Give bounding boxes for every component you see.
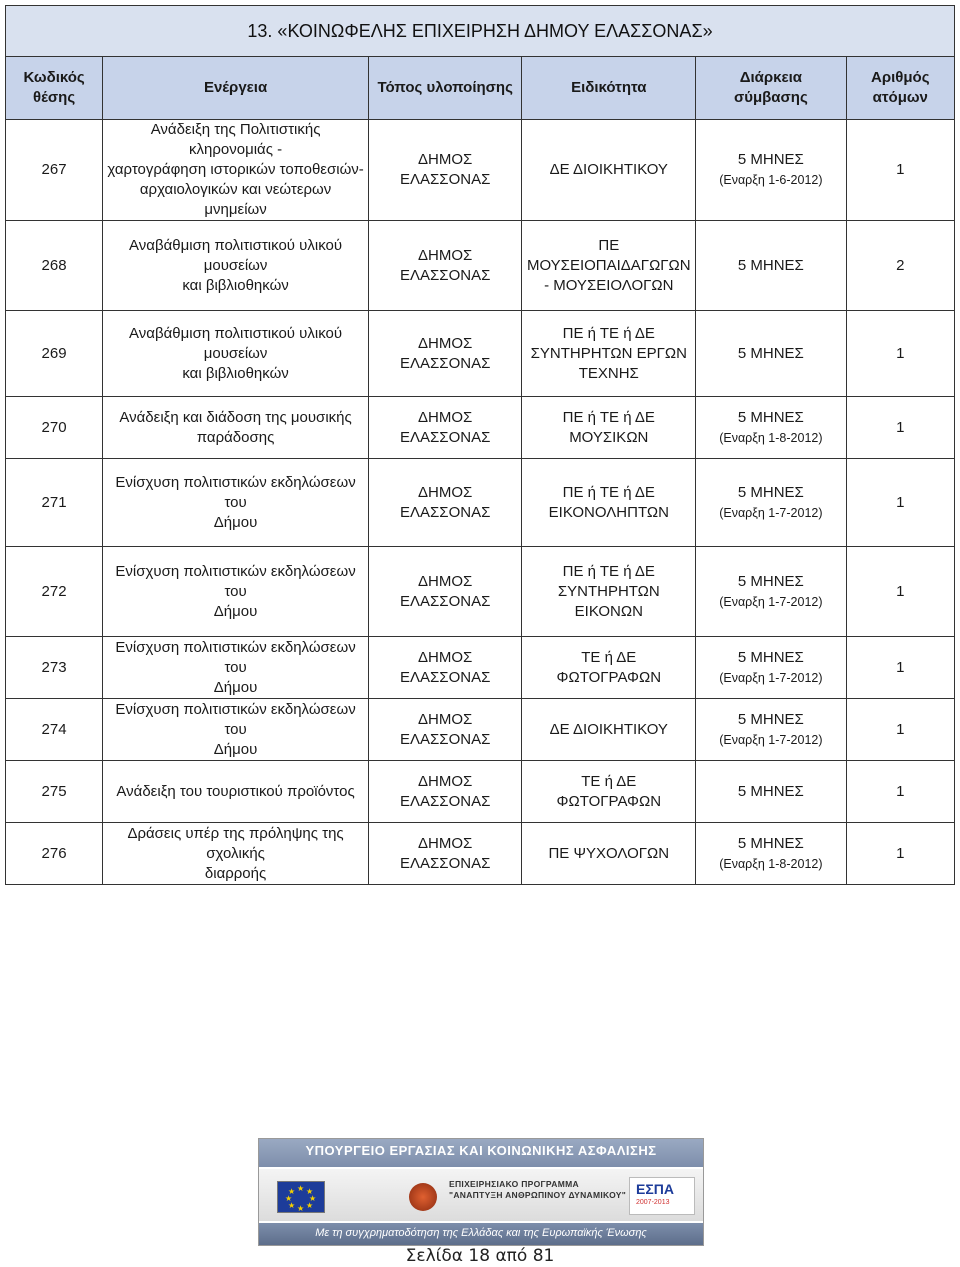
cell-place: ΔΗΜΟΣ ΕΛΑΣΣΟΝΑΣ (369, 761, 522, 823)
section-title: 13. «ΚΟΙΝΩΦΕΛΗΣ ΕΠΙΧΕΙΡΗΣΗ ΔΗΜΟΥ ΕΛΑΣΣΟΝΑΣ» (6, 6, 955, 57)
cell-specialty: ΠΕ ή ΤΕ ή ΔΕ ΕΙΚΟΝΟΛΗΠΤΩΝ (522, 459, 696, 547)
cell-count: 1 (846, 823, 954, 885)
table-row (6, 699, 955, 761)
cell-count: 1 (846, 547, 954, 637)
header-count: Αριθμός ατόμων (846, 57, 954, 120)
cell-place: ΔΗΜΟΣ ΕΛΑΣΣΟΝΑΣ (369, 459, 522, 547)
header-action: Ενέργεια (103, 57, 369, 120)
cell-specialty: ΤΕ ή ΔΕ ΦΩΤΟΓΡΑΦΩΝ (522, 637, 696, 699)
cell-action: Αναβάθμιση πολιτιστικού υλικού μουσείων και βιβλιοθηκών (103, 221, 369, 311)
header-code: Κωδικός θέσης (6, 57, 103, 120)
cell-place: ΔΗΜΟΣ ΕΛΑΣΣΟΝΑΣ (369, 120, 522, 221)
cell-code: 268 (6, 221, 103, 311)
banner-title: ΥΠΟΥΡΓΕΙΟ ΕΡΓΑΣΙΑΣ ΚΑΙ ΚΟΙΝΩΝΙΚΗΣ ΑΣΦΑΛΙΣΗΣ (305, 1143, 657, 1158)
cell-count: 1 (846, 311, 954, 397)
table-row (6, 823, 955, 885)
banner-header (259, 1139, 703, 1167)
cell-count: 1 (846, 397, 954, 459)
table-row (6, 761, 955, 823)
table-row (6, 547, 955, 637)
cell-action: Ανάδειξη του τουριστικού προϊόντος (103, 761, 369, 823)
cell-specialty: ΠΕ ή ΤΕ ή ΔΕ ΣΥΝΤΗΡΗΤΩΝ ΕΙΚΟΝΩΝ (522, 547, 696, 637)
cell-place: ΔΗΜΟΣ ΕΛΑΣΣΟΝΑΣ (369, 311, 522, 397)
cell-action: Αναβάθμιση πολιτιστικού υλικού μουσείων και βιβλιοθηκών (103, 311, 369, 397)
program-logo-icon (409, 1183, 437, 1211)
cell-specialty: ΔΕ ΔΙΟΙΚΗΤΙΚΟΥ (522, 120, 696, 221)
cell-code: 275 (6, 761, 103, 823)
table-row (6, 311, 955, 397)
cell-duration: 5 ΜΗΝΕΣ (Εναρξη 1-6-2012) (696, 120, 846, 221)
cell-duration: 5 ΜΗΝΕΣ (Εναρξη 1-8-2012) (696, 823, 846, 885)
positions-table (5, 5, 955, 885)
cell-count: 2 (846, 221, 954, 311)
cell-duration: 5 ΜΗΝΕΣ (696, 311, 846, 397)
cell-code: 269 (6, 311, 103, 397)
table-row (6, 397, 955, 459)
header-specialty: Ειδικότητα (522, 57, 696, 120)
cell-count: 1 (846, 120, 954, 221)
cell-specialty: ΤΕ ή ΔΕ ΦΩΤΟΓΡΑΦΩΝ (522, 761, 696, 823)
cell-duration: 5 ΜΗΝΕΣ (696, 221, 846, 311)
banner-logos (259, 1169, 703, 1221)
espa-logo: ΕΣΠΑ 2007-2013 (629, 1177, 695, 1215)
header-place: Τόπος υλοποίησης (369, 57, 522, 120)
table-row (6, 221, 955, 311)
cell-place: ΔΗΜΟΣ ΕΛΑΣΣΟΝΑΣ (369, 547, 522, 637)
cell-duration: 5 ΜΗΝΕΣ (696, 761, 846, 823)
cell-action: Ανάδειξη της Πολιτιστικής κληρονομιάς - χαρτογράφηση ιστορικών τοποθεσιών- αρχαιολογικών και νεώτερων μνημείων (103, 120, 369, 221)
cell-specialty: ΠΕ ΨΥΧΟΛΟΓΩΝ (522, 823, 696, 885)
page-number: Σελίδα 18 από 81 (405, 1246, 555, 1266)
cell-code: 276 (6, 823, 103, 885)
cell-duration: 5 ΜΗΝΕΣ (Εναρξη 1-8-2012) (696, 397, 846, 459)
cell-place: ΔΗΜΟΣ ΕΛΑΣΣΟΝΑΣ (369, 637, 522, 699)
cell-count: 1 (846, 761, 954, 823)
cell-action: Ανάδειξη και διάδοση της μουσικής παράδοσης (103, 397, 369, 459)
program-name: ΕΠΙΧΕΙΡΗΣΙΑΚΟ ΠΡΟΓΡΑΜΜΑ "ΑΝΑΠΤΥΞΗ ΑΝΘΡΩΠΙΝΟΥ ΔΥΝΑΜΙΚΟΥ" (449, 1179, 627, 1200)
cell-code: 271 (6, 459, 103, 547)
cell-place: ΔΗΜΟΣ ΕΛΑΣΣΟΝΑΣ (369, 397, 522, 459)
table-body (6, 120, 955, 885)
cell-code: 272 (6, 547, 103, 637)
funding-banner (258, 1138, 704, 1246)
table-row (6, 637, 955, 699)
cell-place: ΔΗΜΟΣ ΕΛΑΣΣΟΝΑΣ (369, 699, 522, 761)
cell-code: 273 (6, 637, 103, 699)
cell-count: 1 (846, 459, 954, 547)
cell-action: Ενίσχυση πολιτιστικών εκδηλώσεων του Δήμου (103, 547, 369, 637)
header-duration: Διάρκεια σύμβασης (696, 57, 846, 120)
table-row (6, 120, 955, 221)
cell-action: Ενίσχυση πολιτιστικών εκδηλώσεων του Δήμου (103, 699, 369, 761)
table-header (6, 57, 955, 120)
cell-code: 270 (6, 397, 103, 459)
eu-flag-icon: ★ ★ ★ ★ ★ ★ ★ ★ (277, 1181, 325, 1213)
cell-action: Ενίσχυση πολιτιστικών εκδηλώσεων του Δήμου (103, 637, 369, 699)
cell-specialty: ΠΕ ΜΟΥΣΕΙΟΠΑΙΔΑΓΩΓΩΝ - ΜΟΥΣΕΙΟΛΟΓΩΝ (522, 221, 696, 311)
cell-duration: 5 ΜΗΝΕΣ (Εναρξη 1-7-2012) (696, 547, 846, 637)
table-row (6, 459, 955, 547)
cell-code: 267 (6, 120, 103, 221)
cell-code: 274 (6, 699, 103, 761)
cell-action: Ενίσχυση πολιτιστικών εκδηλώσεων του Δήμου (103, 459, 369, 547)
cell-specialty: ΠΕ ή ΤΕ ή ΔΕ ΣΥΝΤΗΡΗΤΩΝ ΕΡΓΩΝ ΤΕΧΝΗΣ (522, 311, 696, 397)
cell-duration: 5 ΜΗΝΕΣ (Εναρξη 1-7-2012) (696, 699, 846, 761)
cell-place: ΔΗΜΟΣ ΕΛΑΣΣΟΝΑΣ (369, 823, 522, 885)
cell-place: ΔΗΜΟΣ ΕΛΑΣΣΟΝΑΣ (369, 221, 522, 311)
cell-duration: 5 ΜΗΝΕΣ (Εναρξη 1-7-2012) (696, 637, 846, 699)
banner-footer: Με τη συγχρηματοδότηση της Ελλάδας και της Ευρωπαϊκής Ένωσης (259, 1223, 703, 1245)
cell-action: Δράσεις υπέρ της πρόληψης της σχολικής διαρροής (103, 823, 369, 885)
cell-specialty: ΔΕ ΔΙΟΙΚΗΤΙΚΟΥ (522, 699, 696, 761)
cell-count: 1 (846, 637, 954, 699)
cell-specialty: ΠΕ ή ΤΕ ή ΔΕ ΜΟΥΣΙΚΩΝ (522, 397, 696, 459)
cell-count: 1 (846, 699, 954, 761)
cell-duration: 5 ΜΗΝΕΣ (Εναρξη 1-7-2012) (696, 459, 846, 547)
